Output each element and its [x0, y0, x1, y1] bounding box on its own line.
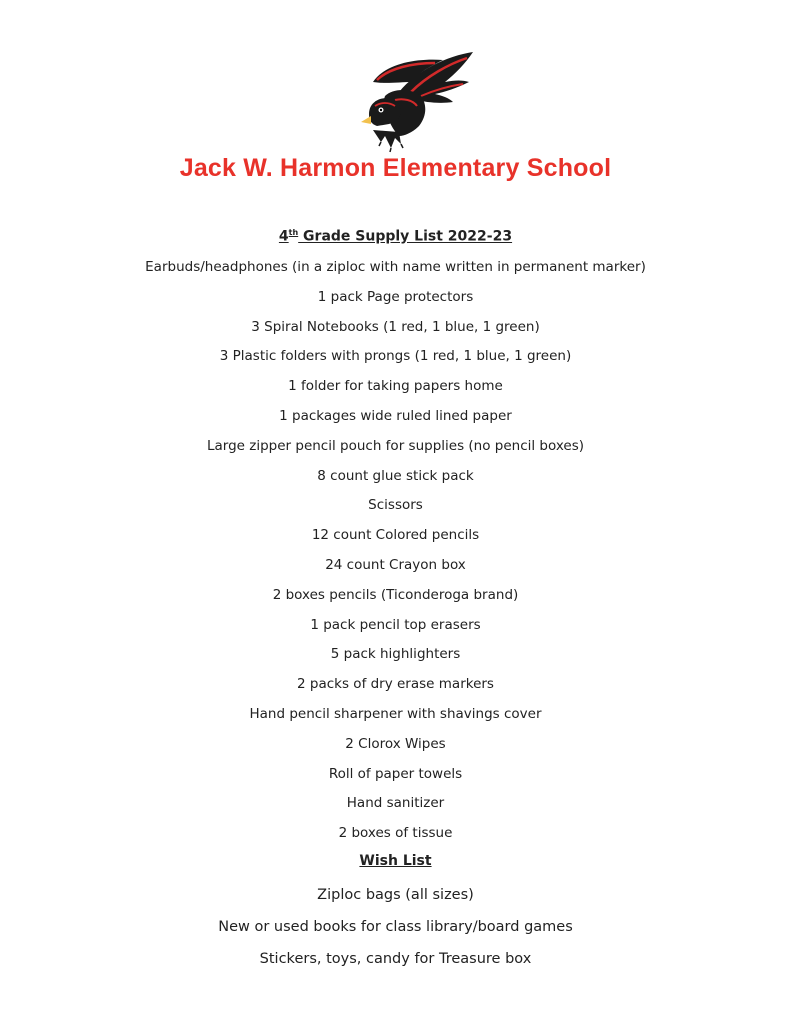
supply-item: Hand pencil sharpener with shavings cover	[249, 705, 542, 722]
supply-item: 1 pack pencil top erasers	[310, 616, 481, 633]
supply-item: 2 boxes pencils (Ticonderoga brand)	[272, 586, 519, 603]
supply-item: 2 Clorox Wipes	[345, 735, 446, 752]
wish-item: Ziploc bags (all sizes)	[317, 887, 474, 903]
supply-item: Large zipper pencil pouch for supplies (no pencil boxes)	[206, 437, 585, 454]
supply-item: 5 pack highlighters	[330, 646, 461, 663]
supply-list	[0, 257, 791, 853]
supply-item: 1 folder for taking papers home	[288, 378, 503, 395]
supply-item: Hand sanitizer	[346, 795, 445, 812]
supply-list-title	[0, 228, 791, 245]
wish-list-title: Wish List	[359, 853, 432, 869]
school-name-heading: Jack W. Harmon Elementary School	[179, 154, 612, 182]
grade-number: 4	[278, 228, 289, 245]
wish-item: Stickers, toys, candy for Treasure box	[259, 951, 532, 967]
supply-item: 3 Spiral Notebooks (1 red, 1 blue, 1 green)	[251, 318, 540, 335]
supply-item: 1 packages wide ruled lined paper	[279, 407, 512, 424]
supply-item: Roll of paper towels	[328, 765, 463, 782]
supply-item: Earbuds/headphones (in a ziploc with name written in permanent marker)	[145, 259, 646, 275]
supply-item: 12 count Colored pencils	[311, 527, 480, 544]
wish-item: New or used books for class library/board games	[218, 919, 573, 935]
supply-item: 2 packs of dry erase markers	[297, 676, 494, 693]
supply-item: 8 count glue stick pack	[317, 467, 474, 484]
hawk-mascot-icon	[355, 52, 477, 154]
supply-item: 2 boxes of tissue	[338, 825, 453, 842]
supply-list-title-text: Grade Supply List 2022-23	[298, 228, 513, 245]
grade-suffix: th	[288, 228, 299, 237]
supply-item: Scissors	[368, 497, 423, 514]
supply-item: 3 Plastic folders with prongs (1 red, 1 blue, 1 green)	[219, 348, 572, 365]
wish-list	[0, 884, 791, 980]
supply-item: 1 pack Page protectors	[317, 288, 474, 305]
supply-item: 24 count Crayon box	[325, 556, 466, 573]
